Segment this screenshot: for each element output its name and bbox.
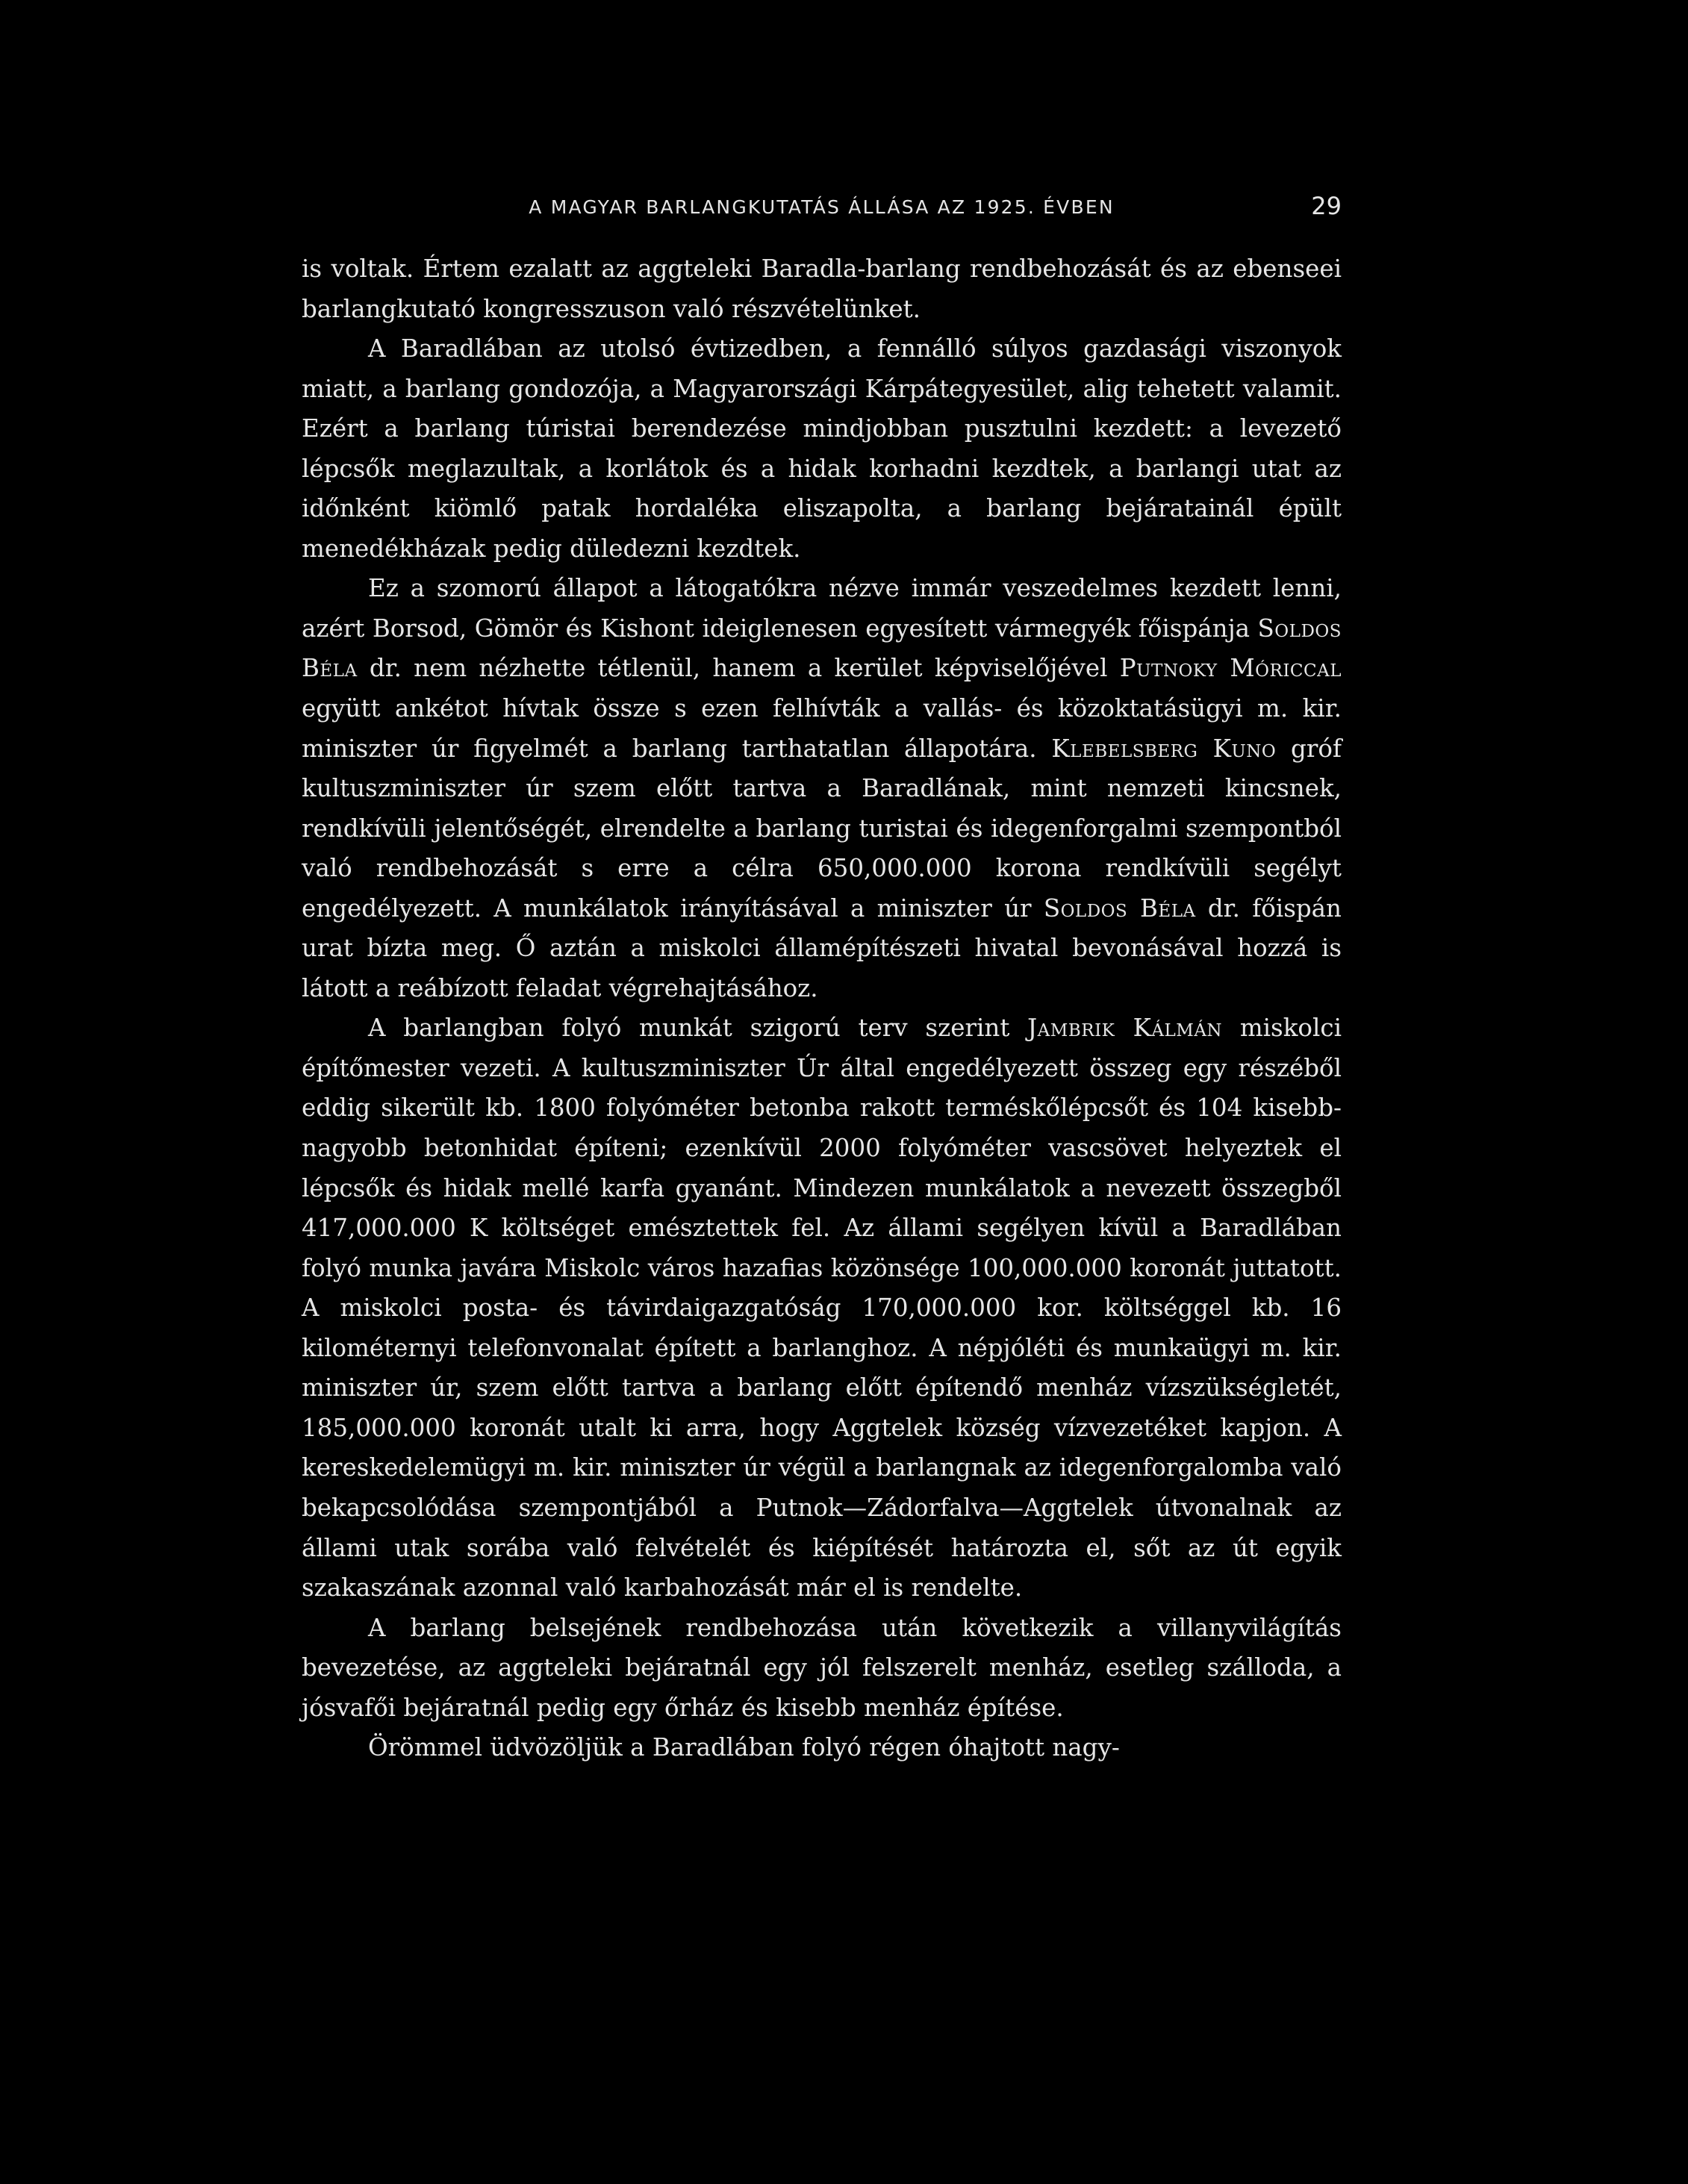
text-run: miskolci építőmester vezeti. A kultuszminiszter Úr által engedélyezett összeg egy részéből eddig sikerült kb. 1800 folyóméter betonba rakott terméskőlépcsőt és 104 kisebb-nagyobb betonhidat építeni; ezenkívül 2000 folyóméter vascsövet helyeztek el lépcsők és hidak mellé karfa gyanánt. Mindezen munkálatok a nevezett összegből 417,000.000 K költséget emésztettek fel. Az állami segélyen kívül a Baradlában folyó munka javára Miskolc város hazafias közönsége 100,000.000 koronát juttatott. A miskolci posta- és távirdaigazgatóság 170,000.000 kor. költséggel kb. 16 kilométernyi telefonvonalat épített a barlanghoz. A népjóléti és munkaügyi m. kir. miniszter úr, szem előtt tartva a barlang előtt építendő menház vízszükségletét, 185,000.000 koronát utalt ki arra, hogy Aggtelek község vízvezetéket kapjon. A kereskedelemügyi m. kir. miniszter úr végül a barlangnak az idegenforgalomba való bekapcsolódása szempontjából a Putnok—Zádorfalva—Aggtelek útvonalnak az állami utak sorába való felvételét és kiépítését határozta el, sőt az út egyik szakaszának azonnal való karbahozását már el is rendelte. [302,1014,1342,1603]
person-name: Putnoky Móriccal [1119,654,1342,683]
text-run: dr. főispán urat bízta meg. Ő aztán a miskolci államépítészeti hivatal bevonásával hozzá is látott a reábízott feladat végrehajtásához. [302,893,1342,1002]
paragraph-3 [302,569,1342,1008]
paragraph-1: is voltak. Értem ezalatt az aggteleki Baradla-barlang rendbehozását és az ebenseei barlangkutató kongresszuson való részvételünket. [302,255,1342,323]
person-name: Soldos Béla [1043,893,1196,923]
paragraph-6: Örömmel üdvözöljük a Baradlában folyó régen óhajtott nagy- [368,1733,1120,1762]
text-run: gróf kultuszminiszter úr szem előtt tartva a Baradlának, mint nemzeti kincsnek, rendkívüli jelentőségét, elrendelte a barlang turistai és idegenforgalmi szempontból való rendbehozását s erre a célra 650,000.000 korona rendkívüli segélyt engedélyezett. A munkálatok irányításával a miniszter úr [302,734,1342,923]
paragraph-2: A Baradlában az utolsó évtizedben, a fennálló súlyos gazdasági viszonyok miatt, a barlang gondozója, a Magyarországi Kárpátegyesület, alig tehetett valamit. Ezért a barlang túristai berendezése mindjobban pusztulni kezdett: a levezető lépcsők meglazultak, a korlátok és a hidak korhadni kezdtek, a barlangi utat az időnként kiömlő patak hordaléka eliszapolta, a barlang bejáratainál épült menedékházak pedig düledezni kezdtek. [302,334,1342,563]
person-name: Klebelsberg Kuno [1051,734,1277,763]
person-name: Jambrik Kálmán [1027,1014,1223,1043]
paragraph-4 [302,1008,1342,1608]
body-text [302,249,1342,1768]
page-number: 29 [1311,192,1342,220]
person-name: Soldos Béla [302,614,1342,683]
text-run: dr. nem nézhette tétlenül, hanem a kerület képviselőjével [357,654,1120,683]
running-head [302,193,1342,230]
book-page [302,193,1342,1768]
paragraph-5: A barlang belsejének rendbehozása után következik a villanyvilágítás bevezetése, az aggteleki bejáratnál egy jól felszerelt menház, esetleg szálloda, a jósvafői bejáratnál pedig egy őrház és kisebb menház építése. [302,1613,1342,1722]
text-run: Ez a szomorú állapot a látogatókra nézve immár veszedelmes kezdett lenni, azért Borsod, Gömör és Kishont ideiglenesen egyesített vármegyék főispánja [302,574,1342,643]
text-run: együtt ankétot hívtak össze s ezen felhívták a vallás- és közoktatásügyi m. kir. miniszter úr figyelmét a barlang tarthatatlan állapotára. [302,694,1342,763]
running-title: A MAGYAR BARLANGKUTATÁS ÁLLÁSA AZ 1925. ÉVBEN [529,196,1115,218]
text-run: A barlangban folyó munkát szigorú terv szerint [368,1014,1028,1043]
